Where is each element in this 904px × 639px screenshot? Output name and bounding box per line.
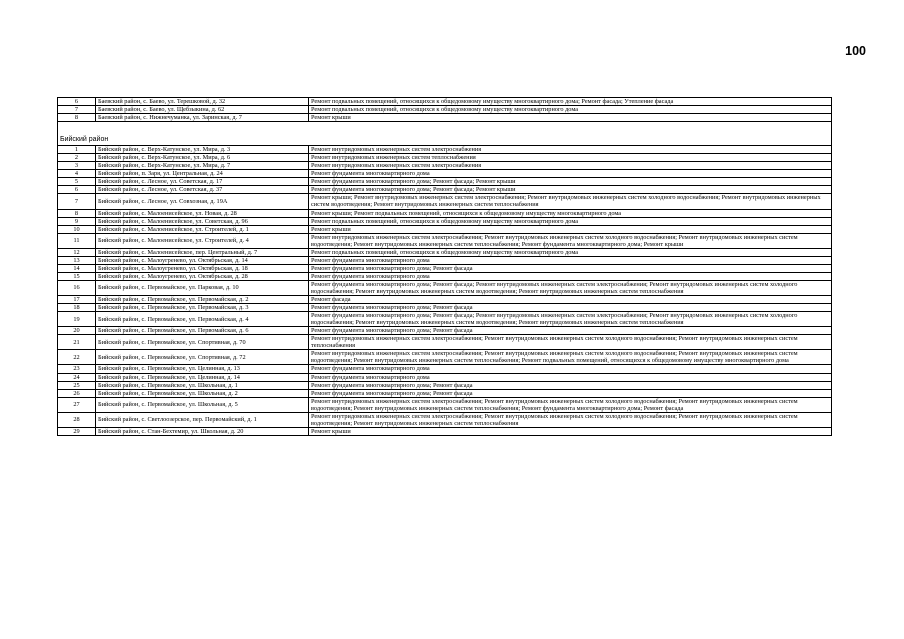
- address-cell: Бийский район, с. Первомайское, ул. Первомайская, д. 4: [96, 312, 309, 327]
- works-cell: Ремонт внутридомовых инженерных систем электроснабжения; Ремонт внутридомовых инженерных систем холодного водоснабжения; Ремонт внутридомовых инженерных систем водоотведения; Ремонт внутридомовых инженерных систем теплоснабжения; Ремонт фундамента многоквартирного дома; Ремонт фасада: [309, 397, 832, 412]
- row-number-cell: 5: [58, 178, 96, 186]
- table-row: [58, 98, 832, 106]
- row-number-cell: 8: [58, 114, 96, 122]
- address-cell: Бийский район, с. Малоугренево, ул. Октябрьская, д. 18: [96, 264, 309, 272]
- works-cell: Ремонт фундамента многоквартирного дома; Ремонт фасада; Ремонт крыши: [309, 178, 832, 186]
- row-number-cell: 21: [58, 335, 96, 350]
- row-number-cell: 7: [58, 194, 96, 209]
- table-row: [58, 209, 832, 217]
- row-number-cell: 14: [58, 264, 96, 272]
- table-row: [58, 296, 832, 304]
- table-row: [58, 106, 832, 114]
- works-cell: Ремонт фундамента многоквартирного дома: [309, 272, 832, 280]
- works-cell: Ремонт крыши; Ремонт внутридомовых инженерных систем электроснабжения; Ремонт внутридомовых инженерных систем холодного водоснабжения; Ремонт внутридомовых инженерных систем водоотведения; Ремонт внутридомовых инженерных систем теплоснабжения: [309, 194, 832, 209]
- row-number-cell: 2: [58, 154, 96, 162]
- address-cell: Баевский район, с. Баево, ул. Щебзыкина, д. 62: [96, 106, 309, 114]
- works-cell: Ремонт фундамента многоквартирного дома: [309, 170, 832, 178]
- address-cell: Бийский район, с. Первомайское, ул. Целинная, д. 14: [96, 373, 309, 381]
- table-row: [58, 389, 832, 397]
- table-row: [58, 146, 832, 154]
- row-number-cell: 16: [58, 280, 96, 295]
- table-row: [58, 335, 832, 350]
- row-number-cell: 25: [58, 381, 96, 389]
- address-cell: Бийский район, с. Первомайское, ул. Первомайская, д. 3: [96, 304, 309, 312]
- table-row: [58, 162, 832, 170]
- row-number-cell: 6: [58, 186, 96, 194]
- table-row: [58, 304, 832, 312]
- table-row: [58, 178, 832, 186]
- table-row: [58, 170, 832, 178]
- row-number-cell: 20: [58, 327, 96, 335]
- table-row: [58, 272, 832, 280]
- works-cell: Ремонт подвальных помещений, относящихся к общедомовому имуществу многоквартирного дома: [309, 106, 832, 114]
- table-row: [58, 365, 832, 373]
- spacer-row: [58, 122, 832, 135]
- table-row: [58, 427, 832, 435]
- address-cell: Бийский район, с. Малоенисейское, ул. Строителей, д. 1: [96, 225, 309, 233]
- address-cell: Бийский район, с. Малоугренево, ул. Октябрьская, д. 14: [96, 256, 309, 264]
- row-number-cell: 27: [58, 397, 96, 412]
- works-cell: Ремонт фундамента многоквартирного дома; Ремонт фасада; Ремонт внутридомовых инженерных систем электроснабжения; Ремонт внутридомовых инженерных систем холодного водоснабжения; Ремонт внутридомовых инженерных систем водоотведения; Ремонт внутридомовых инженерных систем теплоснабжения: [309, 280, 832, 295]
- row-number-cell: 28: [58, 412, 96, 427]
- works-cell: Ремонт внутридомовых инженерных систем электроснабжения; Ремонт внутридомовых инженерных систем холодного водоснабжения; Ремонт внутридомовых инженерных систем теплоснабжения: [309, 335, 832, 350]
- address-cell: Бийский район, с. Малоенисейское, пер. Центральный, д. 7: [96, 248, 309, 256]
- row-number-cell: 18: [58, 304, 96, 312]
- address-cell: Бийский район, с. Лесное, ул. Совхозная, д. 19А: [96, 194, 309, 209]
- address-cell: Бийский район, п. Заря, ул. Центральная, д. 24: [96, 170, 309, 178]
- table-row: [58, 350, 832, 365]
- row-number-cell: 22: [58, 350, 96, 365]
- address-cell: Бийский район, с. Первомайское, ул. Первомайская, д. 6: [96, 327, 309, 335]
- works-cell: Ремонт внутридомовых инженерных систем электроснабжения: [309, 162, 832, 170]
- row-number-cell: 13: [58, 256, 96, 264]
- table-row: [58, 327, 832, 335]
- row-number-cell: 29: [58, 427, 96, 435]
- row-number-cell: 3: [58, 162, 96, 170]
- row-number-cell: 17: [58, 296, 96, 304]
- table-row: [58, 194, 832, 209]
- address-cell: Бийский район, с. Малоенисейское, ул. Строителей, д. 4: [96, 233, 309, 248]
- works-cell: Ремонт фасада: [309, 296, 832, 304]
- row-number-cell: 24: [58, 373, 96, 381]
- table-row: [58, 217, 832, 225]
- table-row: [58, 256, 832, 264]
- row-number-cell: 1: [58, 146, 96, 154]
- works-cell: Ремонт фундамента многоквартирного дома: [309, 365, 832, 373]
- works-cell: Ремонт крыши: [309, 114, 832, 122]
- works-cell: Ремонт крыши: [309, 225, 832, 233]
- row-number-cell: 26: [58, 389, 96, 397]
- row-number-cell: 15: [58, 272, 96, 280]
- district-title: Бийский район: [58, 134, 832, 146]
- works-cell: Ремонт внутридомовых инженерных систем теплоснабжения: [309, 154, 832, 162]
- table-row: [58, 154, 832, 162]
- works-cell: Ремонт фундамента многоквартирного дома; Ремонт фасада: [309, 389, 832, 397]
- table-row: [58, 373, 832, 381]
- works-cell: Ремонт подвальных помещений, относящихся к общедомовому имуществу многоквартирного дома; Ремонт фасада; Утепление фасада: [309, 98, 832, 106]
- address-cell: Бийский район, с. Первомайское, ул. Первомайская, д. 2: [96, 296, 309, 304]
- district-header-row: [58, 134, 832, 146]
- works-cell: Ремонт фундамента многоквартирного дома; Ремонт фасада: [309, 264, 832, 272]
- table-row: [58, 412, 832, 427]
- works-cell: Ремонт фундамента многоквартирного дома: [309, 373, 832, 381]
- row-number-cell: 8: [58, 209, 96, 217]
- table-row: [58, 381, 832, 389]
- address-cell: Бийский район, с. Малоенисейское, ул. Новая, д. 28: [96, 209, 309, 217]
- works-cell: Ремонт внутридомовых инженерных систем электроснабжения: [309, 146, 832, 154]
- works-cell: Ремонт фундамента многоквартирного дома: [309, 256, 832, 264]
- table-row: [58, 264, 832, 272]
- table-row: [58, 280, 832, 295]
- row-number-cell: 6: [58, 98, 96, 106]
- table-row: [58, 186, 832, 194]
- address-cell: Бийский район, с. Первомайское, ул. Парковая, д. 10: [96, 280, 309, 295]
- table-row: [58, 233, 832, 248]
- address-cell: Бийский район, с. Первомайское, ул. Спортивная, д. 70: [96, 335, 309, 350]
- address-cell: Баевский район, с. Нижнечуманка, ул. Заринская, д. 7: [96, 114, 309, 122]
- row-number-cell: 23: [58, 365, 96, 373]
- row-number-cell: 7: [58, 106, 96, 114]
- row-number-cell: 12: [58, 248, 96, 256]
- row-number-cell: 11: [58, 233, 96, 248]
- table-row: [58, 397, 832, 412]
- address-cell: Бийский район, с. Лесное, ул. Советская, д. 37: [96, 186, 309, 194]
- table-row: [58, 312, 832, 327]
- works-cell: Ремонт фундамента многоквартирного дома; Ремонт фасада; Ремонт крыши: [309, 186, 832, 194]
- address-cell: Бийский район, с. Верх-Катунское, ул. Мира, д. 7: [96, 162, 309, 170]
- address-cell: Бийский район, с. Первомайское, ул. Спортивная, д. 72: [96, 350, 309, 365]
- address-cell: Бийский район, с. Первомайское, ул. Школьная, д. 5: [96, 397, 309, 412]
- works-cell: Ремонт крыши; Ремонт подвальных помещений, относящихся к общедомовому имуществу многоквартирного дома: [309, 209, 832, 217]
- previous-district-rows: [58, 98, 832, 122]
- address-cell: Бийский район, с. Малоугренево, ул. Октябрьская, д. 28: [96, 272, 309, 280]
- address-cell: Бийский район, с. Малоенисейское, ул. Советская, д. 96: [96, 217, 309, 225]
- page-number: 100: [845, 44, 866, 58]
- address-cell: Бийский район, с. Верх-Катунское, ул. Мира, д. 6: [96, 154, 309, 162]
- works-cell: Ремонт фундамента многоквартирного дома; Ремонт фасада: [309, 327, 832, 335]
- row-number-cell: 19: [58, 312, 96, 327]
- address-cell: Бийский район, с. Лесное, ул. Советская, д. 17: [96, 178, 309, 186]
- address-cell: Бийский район, с. Стан-Бехтемир, ул. Школьная, д. 20: [96, 427, 309, 435]
- works-cell: Ремонт подвальных помещений, относящихся к общедомовому имуществу многоквартирного дома: [309, 217, 832, 225]
- table-row: [58, 114, 832, 122]
- works-cell: Ремонт подвальных помещений, относящихся к общедомовому имуществу многоквартирного дома: [309, 248, 832, 256]
- works-cell: Ремонт фундамента многоквартирного дома; Ремонт фасада; Ремонт внутридомовых инженерных систем электроснабжения; Ремонт внутридомовых инженерных систем холодного водоснабжения; Ремонт внутридомовых инженерных систем водоотведения; Ремонт внутридомовых инженерных систем теплоснабжения: [309, 312, 832, 327]
- address-cell: Бийский район, с. Первомайское, ул. Школьная, д. 2: [96, 389, 309, 397]
- address-cell: Баевский район, с. Баево, ул. Терешковой, д. 32: [96, 98, 309, 106]
- row-number-cell: 4: [58, 170, 96, 178]
- address-cell: Бийский район, с. Первомайское, ул. Школьная, д. 1: [96, 381, 309, 389]
- table-row: [58, 248, 832, 256]
- works-cell: Ремонт фундамента многоквартирного дома; Ремонт фасада: [309, 304, 832, 312]
- works-cell: Ремонт фундамента многоквартирного дома; Ремонт фасада: [309, 381, 832, 389]
- row-number-cell: 9: [58, 217, 96, 225]
- address-cell: Бийский район, с. Первомайское, ул. Целинная, д. 13: [96, 365, 309, 373]
- repair-program-table: [57, 97, 832, 436]
- works-cell: Ремонт внутридомовых инженерных систем электроснабжения; Ремонт внутридомовых инженерных систем холодного водоснабжения; Ремонт внутридомовых инженерных систем водоотведения; Ремонт внутридомовых инженерных систем теплоснабжения: [309, 412, 832, 427]
- works-cell: Ремонт внутридомовых инженерных систем электроснабжения; Ремонт внутридомовых инженерных систем холодного водоснабжения; Ремонт внутридомовых инженерных систем водоотведения; Ремонт внутридомовых инженерных систем теплоснабжения; Ремонт фундамента многоквартирного дома; Ремонт крыши: [309, 233, 832, 248]
- address-cell: Бийский район, с. Верх-Катунское, ул. Мира, д. 3: [96, 146, 309, 154]
- address-cell: Бийский район, с. Светлоозерское, пер. Первомайский, д. 1: [96, 412, 309, 427]
- table-row: [58, 225, 832, 233]
- row-number-cell: 10: [58, 225, 96, 233]
- works-cell: Ремонт внутридомовых инженерных систем электроснабжения; Ремонт внутридомовых инженерных систем холодного водоснабжения; Ремонт внутридомовых инженерных систем водоотведения; Ремонт внутридомовых инженерных систем теплоснабжения; Ремонт подвальных помещений, относящихся к общедомовому имуществу многоквартирного дома: [309, 350, 832, 365]
- works-cell: Ремонт крыши: [309, 427, 832, 435]
- district-rows: [58, 146, 832, 436]
